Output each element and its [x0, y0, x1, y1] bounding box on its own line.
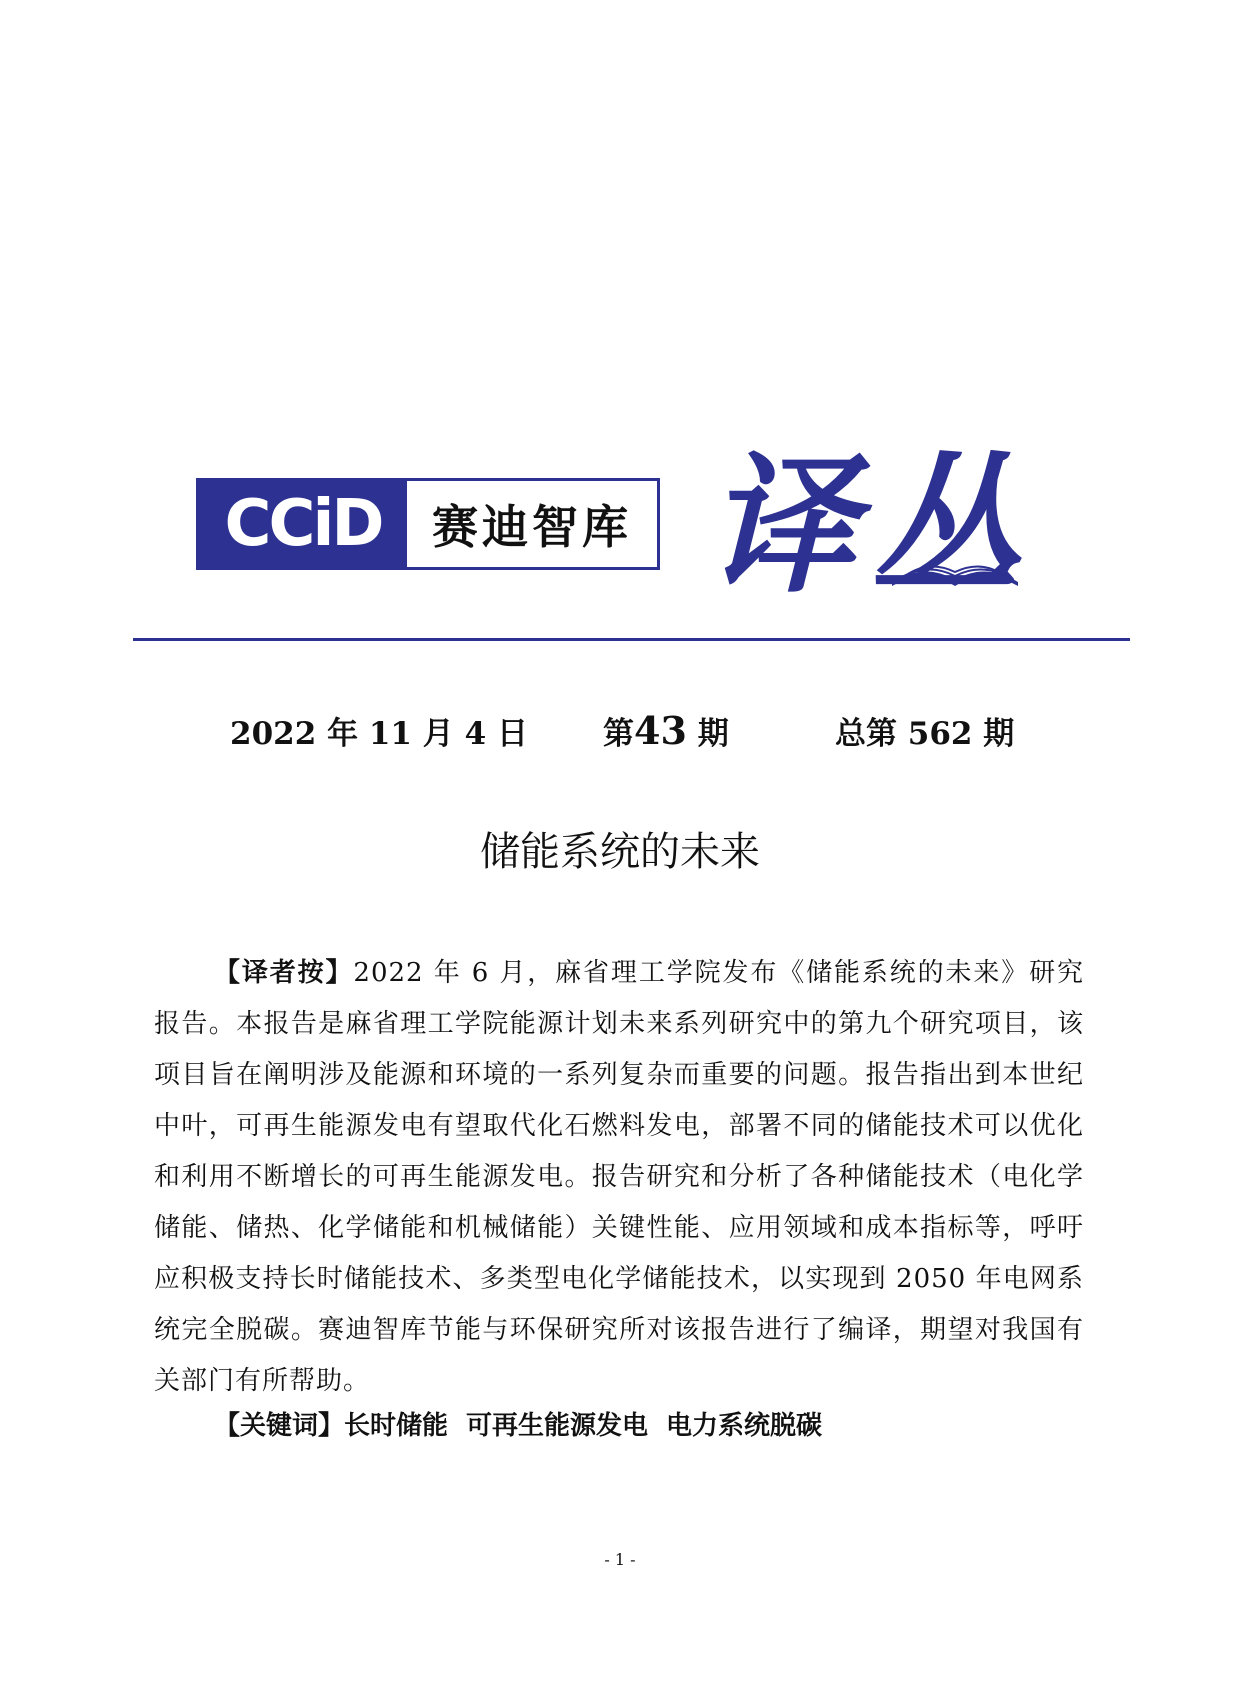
keyword: 可再生能源发电 — [466, 1411, 649, 1441]
ccid-logo-mark: CCiD — [199, 481, 407, 567]
ccid-logo — [196, 478, 660, 570]
ccid-logo-text: 赛迪智库 — [432, 500, 632, 554]
keyword: 长时储能 — [344, 1411, 449, 1441]
issue-date: 2022 年 11 月 4 日 — [230, 716, 528, 752]
issue-total: 总第 562 期 — [835, 716, 1015, 752]
keywords-label: 【关键词】 — [214, 1411, 345, 1441]
masthead-divider — [133, 638, 1130, 641]
translator-note-label: 【译者按】 — [214, 958, 354, 988]
article-title: 储能系统的未来 — [480, 829, 760, 875]
page-number: - 1 - — [604, 1550, 636, 1569]
issue-number — [603, 708, 729, 753]
series-title: 译丛 — [706, 438, 1035, 614]
translator-note — [154, 948, 1084, 1407]
keyword: 电力系统脱碳 — [666, 1411, 823, 1441]
issue-prefix: 第 — [603, 716, 634, 752]
open-book-icon — [890, 552, 1020, 588]
issue-suffix: 期 — [697, 716, 729, 752]
issue-number-value: 43 — [634, 708, 687, 753]
translator-note-text: 2022 年 6 月，麻省理工学院发布《储能系统的未来》研究报告。本报告是麻省理工学院能源计划未来系列研究中的第九个研究项目，该项目旨在阐明涉及能源和环境的一系列复杂而重要的问题。报告指出到本世纪中叶，可再生能源发电有望取代化石燃料发电，部署不同的储能技术可以优化和利用不断增长的可再生能源发电。报告研究和分析了各种储能技术（电化学储能、储热、化学储能和机械储能）关键性能、应用领域和成本指标等，呼吁应积极支持长时储能技术、多类型电化学储能技术，以实现到 2050 年电网系统完全脱碳。赛迪智库节能与环保研究所对该报告进行了编译，期望对我国有关部门有所帮助。 — [154, 958, 1084, 1396]
keywords — [214, 1405, 840, 1442]
